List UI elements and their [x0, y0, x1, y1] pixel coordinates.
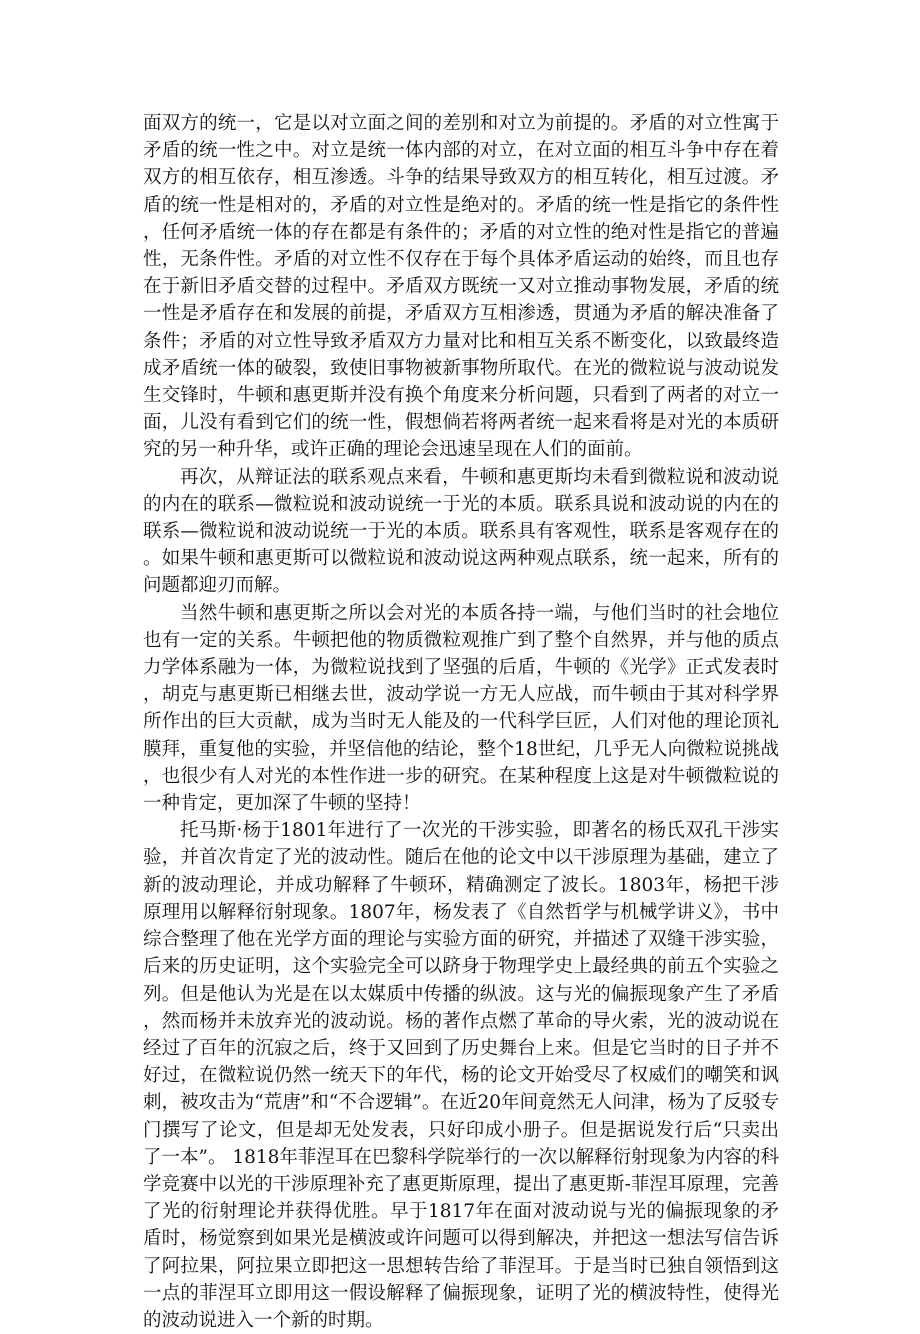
paragraph-young-interference: 托马斯·杨于1801年进行了一次光的干涉实验，即著名的杨氏双孔干涉实验，并首次肯定了光的波动性。随后在他的论文中以干涉原理为基础，建立了新的波动理论，并成功解释了牛顿环，精确测定了波长。1803年，杨把干涉原理用以解释衍射现象。1807年，杨发表了《自然哲学与机械学讲义》，书中综合整理了他在光学方面的理论与实验方面的研究，并描述了双缝干涉实验，后来的历史证明，这个实验完全可以跻身于物理学史上最经典的前五个实验之列。但是他认为光是在以太媒质中传播的纵波。这与光的偏振现象产生了矛盾，然而杨并未放弃光的波动说。杨的著作点燃了革命的导火索，光的波动说在经过了百年的沉寂之后，终于又回到了历史舞台上来。但是它当时的日子并不好过，在微粒说仍然一统天下的年代，杨的论文开始受尽了权威们的嘲笑和讽刺，被攻击为“荒唐”和“不合逻辑”。在近20年间竟然无人问津，杨为了反驳专门撰写了论文，但是却无处发表，只好印成小册子。但是据说发行后“只卖出了一本”。 1818年菲涅耳在巴黎科学院举行的一次以解释衍射现象为内容的科学竞赛中以光的干涉原理补充了惠更斯原理，提出了惠更斯-菲涅耳原理，完善了光的衍射理论并获得优胜。早于1817年在面对波动说与光的偏振现象的矛盾时，杨觉察到如果光是横波或许问题可以得到解决，并把这一想法写信告诉了阿拉果，阿拉果立即把这一思想转告给了菲涅耳。于是当时已独自领悟到这一点的菲涅耳立即用这一假设解释了偏振现象，证明了光的横波特性，使得光的波动说进入一个新的时期。	[143, 820, 779, 1331]
paragraph-connection-view: 再次，从辩证法的联系观点来看，牛顿和惠更斯均未看到微粒说和波动说的内在的联系—微粒说和波动说统一于光的本质。联系具说和波动说的内在的联系—微粒说和波动说统一于光的本质。联系具有客观性，联系是客观存在的。如果牛顿和惠更斯可以微粒说和波动说这两种观点联系，统一起来，所有的问题都迎刃而解。	[143, 466, 779, 597]
document-page	[143, 110, 779, 1334]
paragraph-social-status: 当然牛顿和惠更斯之所以会对光的本质各持一端，与他们当时的社会地位也有一定的关系。牛顿把他的物质微粒观推广到了整个自然界，并与他的质点力学体系融为一体，为微粒说找到了坚强的后盾，牛顿的《光学》正式发表时，胡克与惠更斯已相继去世，波动学说一方无人应战，而牛顿由于其对科学界所作出的巨大贡献，成为当时无人能及的一代科学巨匠，人们对他的理论顶礼膜拜，重复他的实验，并坚信他的结论，整个18世纪，几乎无人向微粒说挑战，也很少有人对光的本性作进一步的研究。在某种程度上这是对牛顿微粒说的一种肯定，更加深了牛顿的坚持！	[143, 602, 779, 815]
paragraph-contradiction-unity: 面双方的统一，它是以对立面之间的差别和对立为前提的。矛盾的对立性寓于矛盾的统一性之中。对立是统一体内部的对立，在对立面的相互斗争中存在着双方的相互依存，相互渗透。斗争的结果导致双方的相互转化，相互过渡。矛盾的统一性是相对的，矛盾的对立性是绝对的。矛盾的统一性是指它的条件性，任何矛盾统一体的存在都是有条件的；矛盾的对立性的绝对性是指它的普遍性，无条件性。矛盾的对立性不仅存在于每个具体矛盾运动的始终，而且也存在于新旧矛盾交替的过程中。矛盾双方既统一又对立推动事物发展，矛盾的统一性是矛盾存在和发展的前提，矛盾双方互相渗透，贯通为矛盾的解决准备了条件；矛盾的对立性导致矛盾双方力量对比和相互关系不断变化，以致最终造成矛盾统一体的破裂，致使旧事物被新事物所取代。在光的微粒说与波动说发生交锋时，牛顿和惠更斯并没有换个角度来分析问题，只看到了两者的对立一面，儿没有看到它们的统一性，假想倘若将两者统一起来看将是对光的本质研究的另一种升华，或许正确的理论会迅速呈现在人们的面前。	[143, 113, 779, 461]
